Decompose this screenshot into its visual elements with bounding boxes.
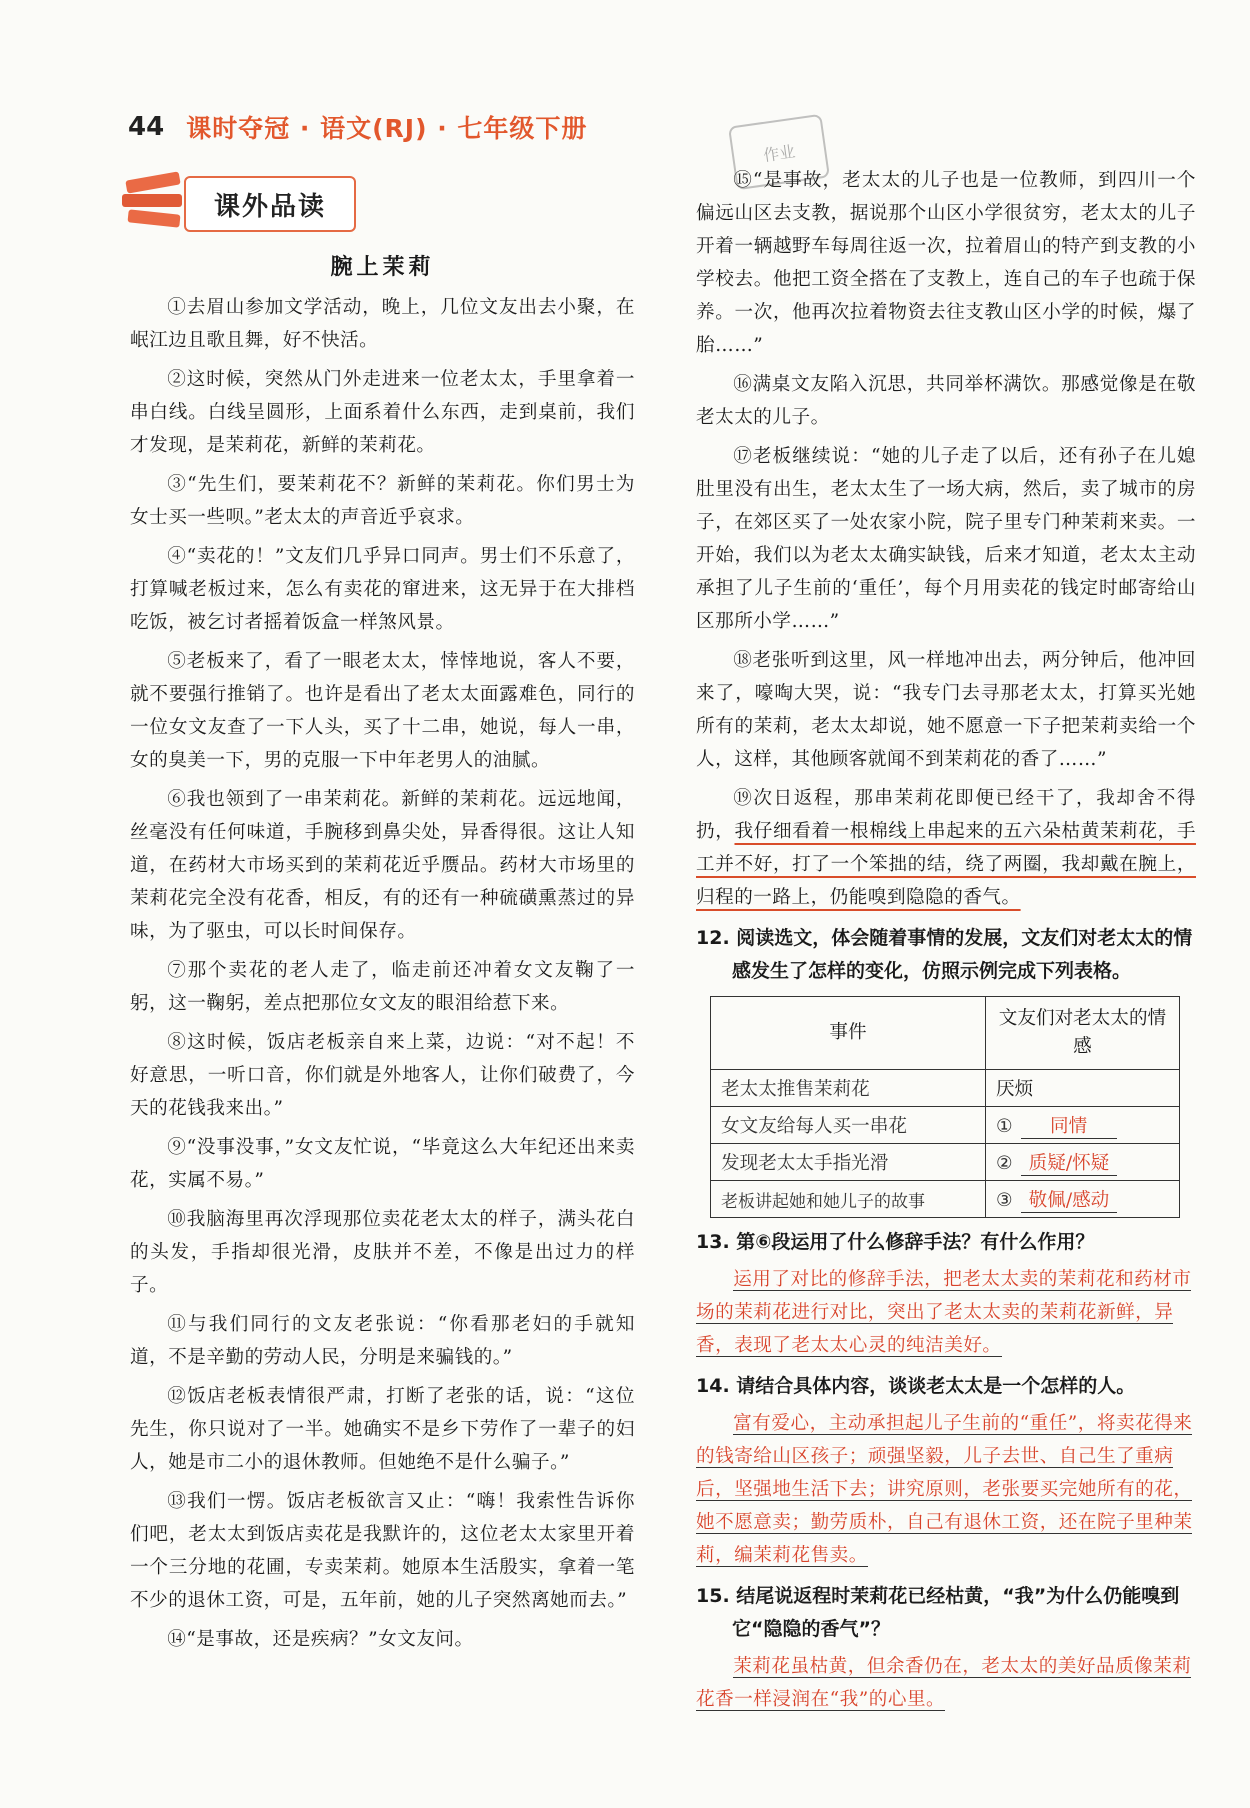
answer-15[interactable] bbox=[696, 1650, 1196, 1716]
paragraph: ⑱老张听到这里，风一样地冲出去，两分钟后，他冲回来了，嚎啕大哭，说：“我专门去寻那老太太，打算买光她所有的茉莉，老太太却说，她不愿意一下子把茉莉卖给一个人，这样，其他顾客就闻不到茉莉花的香了……” bbox=[696, 650, 1196, 770]
question-15: 15. 结尾说返程时茉莉花已经枯黄，“我”为什么仍能嗅到它“隐隐的香气”？ bbox=[696, 1585, 1180, 1640]
paragraph: ⑭“是事故，还是疾病？”女文友问。 bbox=[167, 1629, 474, 1650]
paragraph: ⑮“是事故，老太太的儿子也是一位教师，到四川一个偏远山区去支教，据说那个山区小学很贫穷，老太太的儿子开着一辆越野车每周往返一次，拉着眉山的特产到支教的小学校去。他把工资全搭在了支教上，连自己的车子也疏于保养。一次，他再次拉着物资去往支教山区小学的时候，爆了胎……” bbox=[696, 170, 1196, 356]
left-column bbox=[130, 246, 635, 1662]
answer-blank[interactable]: 质疑/怀疑 bbox=[1021, 1149, 1118, 1176]
answer-14-text: 富有爱心，主动承担起儿子生前的“重任”，将卖花得来的钱寄给山区孩子；顽强坚毅，儿子去世、自己生了重病后，坚强地生活下去；讲究原则，老张要买完她所有的花，她不愿意卖；勤劳质朴，自己有退休工资，还在院子里种茉莉，编茉莉花售卖。 bbox=[696, 1413, 1193, 1566]
answer-13-text: 运用了对比的修辞手法，把老太太卖的茉莉花和药材市场的茉莉花进行对比，突出了老太太卖的茉莉花新鲜，异香，表现了老太太心灵的纯洁美好。 bbox=[696, 1269, 1192, 1356]
table-cell-feeling bbox=[985, 1144, 1179, 1181]
table-cell-event: 发现老太太手指光滑 bbox=[711, 1144, 986, 1181]
last-paragraph-plain: ⑲次日返程，那串茉莉花即便已经干了，我却舍不得扔， bbox=[696, 788, 1196, 842]
paragraph: ⑯满桌文友陷入沉思，共同举杯满饮。那感觉像是在敬老太太的儿子。 bbox=[696, 374, 1196, 428]
section-title: 课外品读 bbox=[213, 191, 326, 222]
right-column bbox=[696, 164, 1196, 1722]
question-13: 13. 第⑥段运用了什么修辞手法？有什么作用？ bbox=[696, 1231, 1095, 1253]
page-number: 44 bbox=[128, 112, 165, 142]
paragraph: ⑫饭店老板表情很严肃，打断了老张的话，说：“这位先生，你只说对了一半。她确实不是乡下劳作了一辈子的妇人，她是市二小的退休教师。但她绝不是什么骗子。” bbox=[130, 1386, 635, 1473]
books-icon bbox=[122, 172, 192, 234]
table-cell-feeling: 厌烦 bbox=[985, 1070, 1179, 1107]
table-cell-event: 老板讲起她和她儿子的故事 bbox=[711, 1181, 986, 1218]
answer-13[interactable] bbox=[696, 1263, 1196, 1362]
paragraph: ②这时候，突然从门外走进来一位老太太，手里拿着一串白线。白线呈圆形，上面系着什么东西，走到桌前，我们才发现，是茉莉花，新鲜的茉莉花。 bbox=[130, 369, 635, 456]
paragraph: ⑰老板继续说：“她的儿子走了以后，还有孙子在儿媳肚里没有出生，老太太生了一场大病，然后，卖了城市的房子，在郊区买了一处农家小院，院子里专门种茉莉来卖。一开始，我们以为老太太确实缺钱，后来才知道，老太太主动承担了儿子生前的‘重任’，每个月用卖花的钱定时邮寄给山区那所小学……” bbox=[696, 446, 1196, 632]
paragraph: ⑨“没事没事，”女文友忙说，“毕竟这么大年纪还出来卖花，实属不易。” bbox=[130, 1137, 635, 1191]
question-12: 12. 阅读选文，体会随着事情的发展，文友们对老太太的情感发生了怎样的变化，仿照示例完成下列表格。 bbox=[696, 927, 1193, 982]
paragraph: ④“卖花的！”文友们几乎异口同声。男士们不乐意了，打算喊老板过来，怎么有卖花的窜进来，这无异于在大排档吃饭，被乞讨者摇着饭盒一样煞风景。 bbox=[130, 546, 635, 633]
question-14: 14. 请结合具体内容，谈谈老太太是一个怎样的人。 bbox=[696, 1375, 1136, 1397]
paragraph: ⑦那个卖花的老人走了，临走前还冲着女文友鞠了一躬，这一鞠躬，差点把那位女文友的眼泪给惹下来。 bbox=[130, 960, 635, 1014]
last-paragraph-underlined: 我仔细看着一根棉线上串起来的五六朵枯黄茉莉花，手工并不好，打了一个笨拙的结，绕了两圈，我却戴在腕上，归程的一路上，仍能嗅到隐隐的香气。 bbox=[696, 821, 1196, 908]
table-cell-feeling bbox=[985, 1181, 1179, 1218]
section-title-box bbox=[184, 176, 356, 232]
table-row bbox=[711, 1181, 1180, 1218]
paragraph: ⑬我们一愣。饭店老板欲言又止：“嗨！我索性告诉你们吧，老太太到饭店卖花是我默许的，这位老太太家里开着一个三分地的花圃，专卖茉莉。她原本生活殷实，拿着一笔不少的退休工资，可是，五年前，她的儿子突然离她而去。” bbox=[130, 1491, 635, 1611]
table-row bbox=[711, 1144, 1180, 1181]
book-title: 课时夺冠 · 语文(RJ) · 七年级下册 bbox=[186, 114, 588, 143]
blank-number: ③ bbox=[995, 1189, 1013, 1211]
blank-number: ① bbox=[995, 1115, 1013, 1137]
page-header bbox=[128, 105, 587, 149]
homework-stamp: 作业 bbox=[728, 114, 830, 190]
section-banner bbox=[122, 168, 362, 238]
table-cell-event: 女文友给每人买一串花 bbox=[711, 1107, 986, 1144]
header-event: 事件 bbox=[711, 997, 986, 1070]
article-title: 腕上茉莉 bbox=[330, 254, 435, 280]
answer-blank[interactable]: 同情 bbox=[1021, 1112, 1117, 1139]
answer-15-text: 茉莉花虽枯黄，但余香仍在，老太太的美好品质像茉莉花香一样浸润在“我”的心里。 bbox=[696, 1656, 1192, 1710]
answer-blank[interactable]: 敬佩/感动 bbox=[1021, 1186, 1118, 1213]
paragraph: ⑥我也领到了一串茉莉花。新鲜的茉莉花。远远地闻，丝毫没有任何味道，手腕移到鼻尖处，异香得很。这让人知道，在药材大市场买到的茉莉花近乎赝品。药材大市场里的茉莉花完全没有花香，相反，有的还有一种硫磺熏蒸过的异味，为了驱虫，可以长时间保存。 bbox=[130, 789, 635, 942]
paragraph: ⑩我脑海里再次浮现那位卖花老太太的样子，满头花白的头发，手指却很光滑，皮肤并不差，不像是出过力的样子。 bbox=[130, 1209, 635, 1296]
header-feeling: 文友们对老太太的情感 bbox=[985, 997, 1179, 1070]
table-row bbox=[711, 1070, 1180, 1107]
table-cell-feeling bbox=[985, 1107, 1179, 1144]
emotion-table bbox=[710, 996, 1180, 1218]
paragraph: ①去眉山参加文学活动，晚上，几位文友出去小聚，在岷江边且歌且舞，好不快活。 bbox=[130, 297, 635, 351]
paragraph: ⑪与我们同行的文友老张说：“你看那老妇的手就知道，不是辛勤的劳动人民，分明是来骗钱的。” bbox=[130, 1314, 635, 1368]
paragraph: ⑤老板来了，看了一眼老太太，悻悻地说，客人不要，就不要强行推销了。也许是看出了老太太面露难色，同行的一位女文友查了一下人头，买了十二串，她说，每人一串，女的臭美一下，男的克服一下中年老男人的油腻。 bbox=[130, 651, 635, 771]
paragraph: ③“先生们，要茉莉花不？新鲜的茉莉花。你们男士为女士买一些呗。”老太太的声音近乎哀求。 bbox=[130, 474, 635, 528]
paragraph: ⑧这时候，饭店老板亲自来上菜，边说：“对不起！不好意思，一听口音，你们就是外地客人，让你们破费了，今天的花钱我来出。” bbox=[130, 1032, 635, 1119]
table-header-row bbox=[711, 997, 1180, 1070]
answer-14[interactable] bbox=[696, 1407, 1196, 1572]
table-cell-event: 老太太推售茉莉花 bbox=[711, 1070, 986, 1107]
blank-number: ② bbox=[995, 1152, 1013, 1174]
paragraph-last bbox=[696, 782, 1196, 914]
table-row bbox=[711, 1107, 1180, 1144]
